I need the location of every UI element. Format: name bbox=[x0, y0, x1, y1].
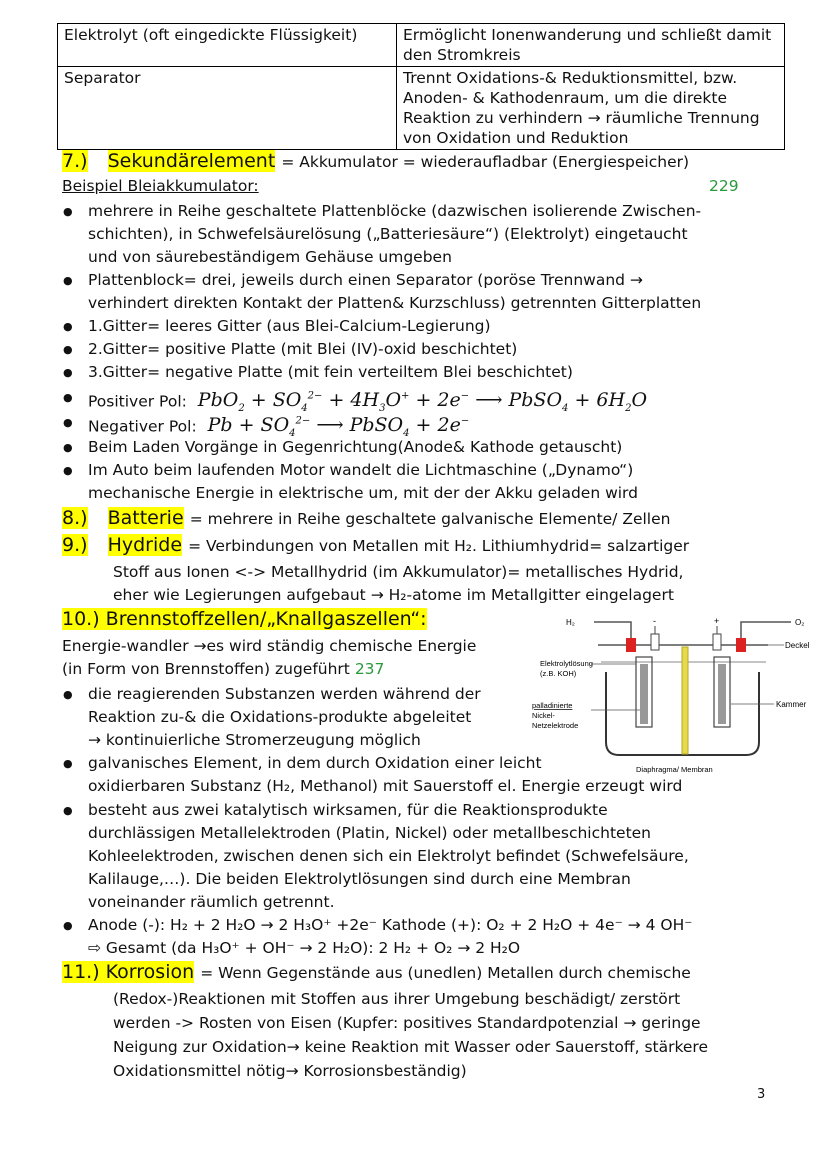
table-cell: Separator bbox=[58, 67, 397, 150]
bullet-icon: ● bbox=[63, 441, 73, 454]
section-8-heading bbox=[62, 507, 670, 529]
list-item: besteht aus zwei katalytisch wirksamen, für die Reaktionsprodukte bbox=[88, 801, 608, 819]
section-definition: = Akkumulator = wiederaufladbar (Energiespeicher) bbox=[281, 153, 690, 171]
list-item: ⇨ Gesamt (da H₃O⁺ + OH⁻ → 2 H₂O): 2 H₂ + O₂ → 2 H₂O bbox=[88, 939, 521, 957]
list-item: 2.Gitter= positive Platte (mit Blei (IV)-oxid beschichtet) bbox=[88, 340, 518, 358]
bullet-icon: ● bbox=[63, 205, 73, 218]
hydride-text: Stoff aus Ionen <-> Metallhydrid (im Akkumulator)= metallisches Hydrid, bbox=[113, 563, 684, 581]
fuelcell-intro-text: (in Form von Brennstoffen) zugeführt bbox=[62, 660, 350, 678]
example-heading: Beispiel Bleiakkumulator: bbox=[62, 177, 259, 195]
table-row bbox=[58, 24, 785, 67]
electrode-label: palladinierte bbox=[532, 701, 573, 710]
connector bbox=[651, 634, 659, 650]
negative-pole-equation: $Pb + SO_4^{2-}$ ⟶ PbSO$_4$ + 2e− bbox=[207, 414, 470, 440]
corrosion-text: (Redox-)Reaktionen mit Stoffen aus ihrer Umgebung beschädigt/ zerstört bbox=[113, 990, 681, 1008]
bullet-icon: ● bbox=[63, 366, 73, 379]
positive-pole-equation: $PbO_2 + SO_4^{2-} + 4H_3O^+ + 2e^-$ ⟶ PbSO$_4$ + $6H_2O$ bbox=[197, 389, 648, 415]
bullet-icon: ● bbox=[63, 274, 73, 287]
bullet-icon: ● bbox=[63, 416, 73, 429]
section-number: 9.) bbox=[62, 534, 88, 556]
connector bbox=[713, 634, 721, 650]
list-item: verhindert direkten Kontakt der Platten& Kurzschluss) getrennten Gitterplatten bbox=[88, 294, 702, 312]
bullet-icon: ● bbox=[63, 320, 73, 333]
list-item: mehrere in Reihe geschaltete Plattenblöcke (dazwischen isolierende Zwischen- bbox=[88, 202, 702, 220]
bullet-icon: ● bbox=[63, 391, 73, 404]
page-reference: 229 bbox=[709, 177, 739, 195]
section-title: 11.) Korrosion bbox=[62, 961, 195, 983]
section-definition: = Wenn Gegenstände aus (unedlen) Metallen durch chemische bbox=[200, 964, 691, 982]
electrode bbox=[718, 664, 726, 724]
list-item: und von säurebeständigem Gehäuse umgeben bbox=[88, 248, 452, 266]
table-cell: Trennt Oxidations-& Reduktionsmittel, bzw. Anoden- & Kathodenraum, um die direkte Reaktion zu verhindern → räumliche Trennung von Oxidation und Reduktion bbox=[397, 67, 785, 150]
section-number: 8.) bbox=[62, 507, 88, 529]
o2-label: O₂ bbox=[795, 618, 805, 627]
lid-label: Deckel bbox=[785, 641, 810, 650]
corrosion-text: Oxidationsmittel nötig→ Korrosionsbeständig) bbox=[113, 1062, 467, 1080]
table-cell: Ermöglicht Ionenwanderung und schließt damit den Stromkreis bbox=[397, 24, 785, 67]
red-seal bbox=[736, 638, 746, 652]
list-item: Kalilauge,…). Die beiden Elektrolytlösungen sind durch eine Membran bbox=[88, 870, 631, 888]
section-7-heading bbox=[62, 150, 689, 172]
list-item: schichten), in Schwefelsäurelösung („Batteriesäure“) (Elektrolyt) eingetaucht bbox=[88, 225, 688, 243]
list-item: Beim Laden Vorgänge in Gegenrichtung(Anode& Kathode getauscht) bbox=[88, 438, 623, 456]
section-definition: = Verbindungen von Metallen mit H₂. Lithiumhydrid= salzartiger bbox=[188, 537, 690, 555]
list-item: oxidierbaren Substanz (H₂, Methanol) mit Sauerstoff el. Energie erzeugt wird bbox=[88, 777, 683, 795]
h2-tube bbox=[594, 622, 631, 638]
list-item: die reagierenden Substanzen werden während der bbox=[88, 685, 481, 703]
list-item: mechanische Energie in elektrische um, mit der der Akku geladen wird bbox=[88, 484, 639, 502]
list-item: durchlässigen Metallelektroden (Platin, Nickel) oder metallbeschichteten bbox=[88, 824, 652, 842]
list-item: galvanisches Element, in dem durch Oxidation einer leicht bbox=[88, 754, 542, 772]
bullet-icon: ● bbox=[63, 919, 73, 932]
minus-label: - bbox=[653, 616, 656, 626]
bullet-icon: ● bbox=[63, 688, 73, 701]
page-number: 3 bbox=[757, 1087, 766, 1102]
list-item: Anode (-): H₂ + 2 H₂O → 2 H₃O⁺ +2e⁻ Kathode (+): O₂ + 2 H₂O + 4e⁻ → 4 OH⁻ bbox=[88, 916, 693, 934]
list-item: Kohleelektroden, zwischen denen sich ein Elektrolyt befindet (Schwefelsäure, bbox=[88, 847, 689, 865]
table-cell: Elektrolyt (oft eingedickte Flüssigkeit) bbox=[58, 24, 397, 67]
red-seal bbox=[626, 638, 636, 652]
bullet-icon: ● bbox=[63, 343, 73, 356]
electrode-label-3: Netzelektrode bbox=[532, 721, 579, 730]
electrode bbox=[640, 664, 648, 724]
fuel-cell-diagram bbox=[532, 612, 816, 777]
list-item: Plattenblock= drei, jeweils durch einen Separator (poröse Trennwand → bbox=[88, 271, 643, 289]
section-title: Hydride bbox=[107, 534, 183, 556]
o2-tube bbox=[741, 622, 791, 638]
list-item: 1.Gitter= leeres Gitter (aus Blei-Calcium-Legierung) bbox=[88, 317, 491, 335]
electrode-label-2: Nickel- bbox=[532, 711, 555, 720]
electrolyte-label-2: (z.B. KOH) bbox=[540, 669, 577, 678]
plus-label: + bbox=[714, 616, 720, 626]
fuelcell-intro: Energie-wandler →es wird ständig chemische Energie bbox=[62, 637, 477, 655]
negative-pole-label: Negativer Pol: bbox=[88, 417, 197, 436]
section-9-heading bbox=[62, 534, 689, 556]
chamber-label: Kammer bbox=[776, 700, 807, 709]
bullet-icon: ● bbox=[63, 757, 73, 770]
list-item: voneinander räumlich getrennt. bbox=[88, 893, 335, 911]
section-title: Batterie bbox=[107, 507, 184, 529]
list-item: Reaktion zu-& die Oxidations-produkte abgeleitet bbox=[88, 708, 472, 726]
section-definition: = mehrere in Reihe geschaltete galvanische Elemente/ Zellen bbox=[189, 510, 671, 528]
corrosion-text: Neigung zur Oxidation→ keine Reaktion mit Wasser oder Sauerstoff, stärkere bbox=[113, 1038, 709, 1056]
list-item: 3.Gitter= negative Platte (mit fein verteiltem Blei beschichtet) bbox=[88, 363, 573, 381]
corrosion-text: werden -> Rosten von Eisen (Kupfer: positives Standardpotenzial → geringe bbox=[113, 1014, 701, 1032]
section-10-heading bbox=[62, 608, 427, 630]
hydride-text: eher wie Legierungen aufgebaut → H₂-atome im Metallgitter eingelagert bbox=[113, 586, 674, 604]
table-row bbox=[58, 67, 785, 150]
bullet-icon: ● bbox=[63, 464, 73, 477]
bullet-icon: ● bbox=[63, 804, 73, 817]
section-title: 10.) Brennstoffzellen/„Knallgaszellen“: bbox=[62, 608, 427, 630]
membrane-label: Diaphragma/ Membran bbox=[636, 765, 713, 774]
fuelcell-intro bbox=[62, 658, 384, 680]
section-number: 7.) bbox=[62, 150, 88, 172]
page-reference: 237 bbox=[354, 660, 385, 678]
list-item: → kontinuierliche Stromerzeugung möglich bbox=[88, 731, 421, 749]
membrane bbox=[682, 647, 688, 754]
section-title: Sekundärelement bbox=[107, 150, 276, 172]
electrolyte-label: Elektrolytlösung bbox=[540, 659, 593, 668]
h2-label: H₂ bbox=[566, 618, 575, 627]
property-table bbox=[57, 23, 785, 150]
positive-pole-label: Positiver Pol: bbox=[88, 392, 187, 411]
list-item: Im Auto beim laufenden Motor wandelt die Lichtmaschine („Dynamo“) bbox=[88, 461, 634, 479]
section-11-heading bbox=[62, 961, 691, 983]
